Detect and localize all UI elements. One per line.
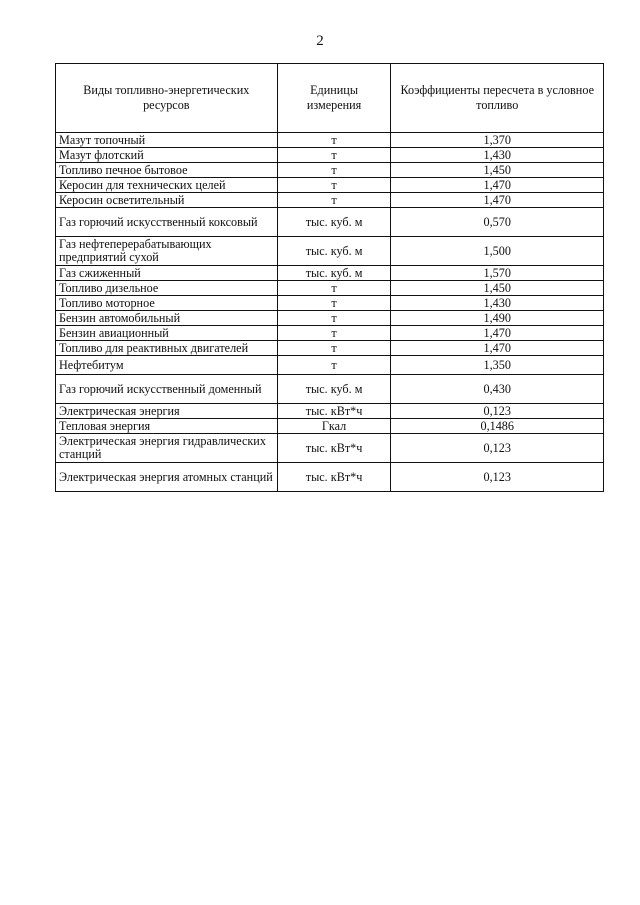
table-row — [56, 163, 604, 178]
resource-coefficient: 0,430 — [391, 375, 604, 404]
resource-unit: тыс. кВт*ч — [277, 434, 391, 463]
resource-name: Тепловая энергия — [56, 419, 278, 434]
resource-coefficient: 0,1486 — [391, 419, 604, 434]
table-row — [56, 419, 604, 434]
table-row — [56, 311, 604, 326]
resource-name: Керосин для технических целей — [56, 178, 278, 193]
resource-coefficient: 0,570 — [391, 208, 604, 237]
resource-name: Электрическая энергия — [56, 404, 278, 419]
resource-name: Нефтебитум — [56, 356, 278, 375]
resource-unit: т — [277, 178, 391, 193]
resource-name: Мазут флотский — [56, 148, 278, 163]
resource-name: Топливо моторное — [56, 296, 278, 311]
resource-unit: т — [277, 356, 391, 375]
table-row — [56, 237, 604, 266]
table-row — [56, 434, 604, 463]
resource-coefficient: 1,450 — [391, 281, 604, 296]
table-row — [56, 133, 604, 148]
resource-unit: тыс. куб. м — [277, 375, 391, 404]
resource-unit: тыс. куб. м — [277, 266, 391, 281]
resource-unit: т — [277, 133, 391, 148]
resource-unit: тыс. куб. м — [277, 237, 391, 266]
header-units: Единицы измерения — [277, 64, 391, 133]
resource-unit: т — [277, 296, 391, 311]
resource-coefficient: 1,450 — [391, 163, 604, 178]
fuel-conversion-table — [55, 63, 604, 492]
resource-coefficient: 0,123 — [391, 434, 604, 463]
resource-unit: т — [277, 326, 391, 341]
table-row — [56, 326, 604, 341]
resource-name: Газ горючий искусственный коксовый — [56, 208, 278, 237]
resource-name: Газ горючий искусственный доменный — [56, 375, 278, 404]
resource-coefficient: 1,370 — [391, 133, 604, 148]
resource-coefficient: 1,570 — [391, 266, 604, 281]
table-row — [56, 375, 604, 404]
resource-coefficient: 1,500 — [391, 237, 604, 266]
resource-unit: тыс. кВт*ч — [277, 463, 391, 492]
table-row — [56, 266, 604, 281]
resource-coefficient: 1,470 — [391, 341, 604, 356]
resource-unit: тыс. кВт*ч — [277, 404, 391, 419]
resource-name: Бензин автомобильный — [56, 311, 278, 326]
table-row — [56, 281, 604, 296]
table-row — [56, 208, 604, 237]
table-row — [56, 296, 604, 311]
header-resource-type: Виды топливно-энергетических ресурсов — [56, 64, 278, 133]
resource-unit: Гкал — [277, 419, 391, 434]
table-row — [56, 404, 604, 419]
resource-coefficient: 0,123 — [391, 404, 604, 419]
resource-name: Электрическая энергия атомных станций — [56, 463, 278, 492]
resource-unit: т — [277, 148, 391, 163]
table-row — [56, 341, 604, 356]
table-row — [56, 148, 604, 163]
resource-coefficient: 1,470 — [391, 326, 604, 341]
resource-unit: т — [277, 341, 391, 356]
resource-name: Топливо дизельное — [56, 281, 278, 296]
table-header-row — [56, 64, 604, 133]
resource-unit: т — [277, 281, 391, 296]
resource-unit: т — [277, 193, 391, 208]
resource-unit: тыс. куб. м — [277, 208, 391, 237]
resource-coefficient: 1,470 — [391, 178, 604, 193]
resource-name: Топливо для реактивных двигателей — [56, 341, 278, 356]
resource-coefficient: 0,123 — [391, 463, 604, 492]
resource-name: Газ сжиженный — [56, 266, 278, 281]
resource-name: Керосин осветительный — [56, 193, 278, 208]
resource-name: Газ нефтеперерабатывающих предприятий сухой — [56, 237, 278, 266]
resource-coefficient: 1,350 — [391, 356, 604, 375]
resource-name: Бензин авиационный — [56, 326, 278, 341]
table-row — [56, 193, 604, 208]
resource-name: Электрическая энергия гидравлических станций — [56, 434, 278, 463]
table-row — [56, 356, 604, 375]
resource-name: Топливо печное бытовое — [56, 163, 278, 178]
resource-coefficient: 1,490 — [391, 311, 604, 326]
resource-coefficient: 1,470 — [391, 193, 604, 208]
resource-coefficient: 1,430 — [391, 148, 604, 163]
resource-unit: т — [277, 163, 391, 178]
table-row — [56, 178, 604, 193]
table-row — [56, 463, 604, 492]
resource-unit: т — [277, 311, 391, 326]
header-coefficient: Коэффициенты пересчета в условное топливо — [391, 64, 604, 133]
resource-name: Мазут топочный — [56, 133, 278, 148]
page-number: 2 — [316, 33, 324, 49]
resource-coefficient: 1,430 — [391, 296, 604, 311]
